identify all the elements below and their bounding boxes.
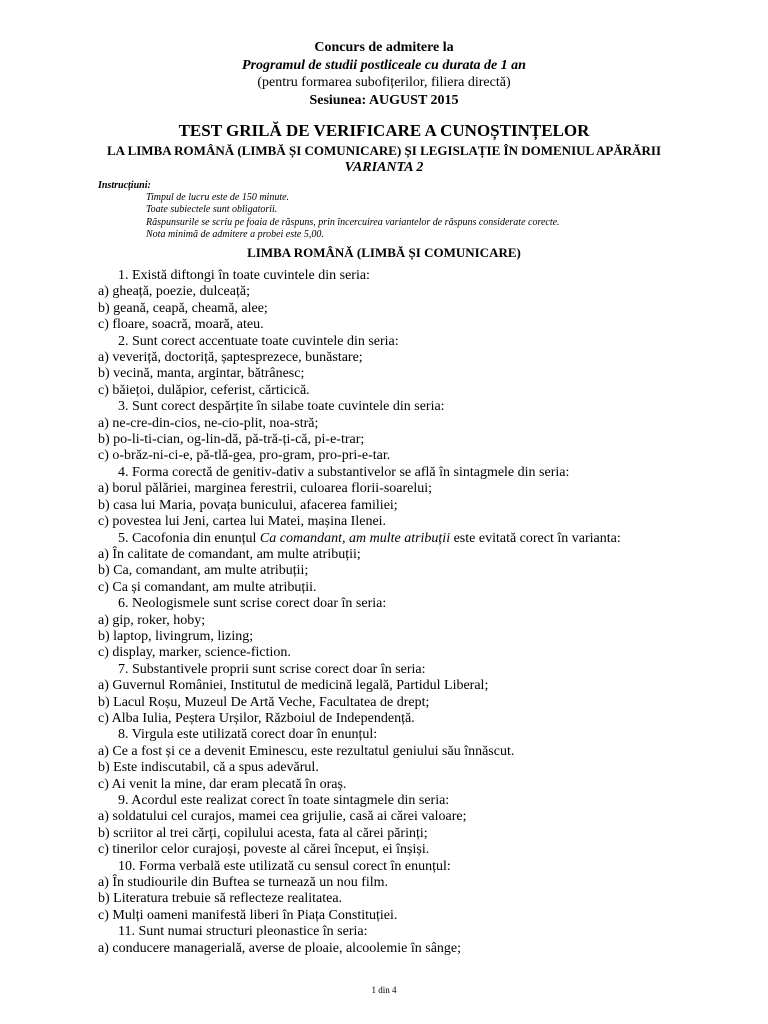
option: a) Guvernul României, Institutul de medicină legală, Partidul Liberal;	[98, 678, 489, 694]
question-1: 1. Există diftongi în toate cuvintele din seria:	[118, 268, 370, 283]
test-title: TEST GRILĂ DE VERIFICARE A CUNOȘTINȚELOR	[178, 121, 590, 140]
option: c) băiețoi, dulăpior, ceferist, cărticică.	[98, 382, 310, 398]
question-5-quote: Ca comandant, am multe atribuții	[259, 530, 451, 546]
header-line-4: Sesiunea: AUGUST 2015	[309, 92, 459, 108]
option: a) ne-cre-din-cios, ne-cio-plit, noa-stră;	[98, 415, 319, 431]
question-2: 2. Sunt corect accentuate toate cuvintele din seria:	[118, 333, 399, 349]
option: a) Ce a fost și ce a devenit Eminescu, este rezultatul geniului său înnăscut.	[98, 743, 515, 759]
question-8: 8. Virgula este utilizată corect doar în enunțul:	[118, 727, 378, 743]
test-subtitle: LA LIMBA ROMÂNĂ (LIMBĂ ȘI COMUNICARE) ȘI LEGISLAȚIE ÎN DOMENIUL APĂRĂRII	[106, 143, 662, 158]
option: a) gip, roker, hoby;	[98, 612, 206, 628]
option: a) soldatului cel curajos, mamei cea grijulie, casă ai cărei valoare;	[98, 809, 467, 825]
option: b) Ca, comandant, am multe atribuții;	[98, 563, 309, 579]
option: a) conducere managerială, averse de ploaie, alcoolemie în sânge;	[98, 940, 462, 956]
header-line-2: Programul de studii postliceale cu durata de 1 an	[242, 57, 526, 73]
question-5-lead: 5. Cacofonia din enunțul	[118, 530, 257, 546]
option: b) laptop, livingrum, lizing;	[98, 628, 254, 644]
option: a) veveriță, doctoriță, șaptesprezece, bunăstare;	[98, 350, 363, 366]
option: b) vecină, manta, argintar, bătrânesc;	[98, 366, 305, 382]
question-10: 10. Forma verbală este utilizată cu sensul corect în enunțul:	[118, 858, 451, 874]
option: c) Ca și comandant, am multe atribuții.	[98, 579, 317, 595]
question-5	[98, 531, 718, 547]
test-variant: VARIANTA 2	[344, 160, 424, 175]
option: b) geană, ceapă, cheamă, alee;	[98, 300, 268, 316]
question-11: 11. Sunt numai structuri pleonastice în seria:	[118, 924, 368, 940]
option: c) Alba Iulia, Peștera Urșilor, Războiul de Independență.	[98, 710, 415, 726]
option: b) po-li-ti-cian, og-lin-dă, pă-tră-ți-că, pi-e-trar;	[98, 432, 365, 448]
header-line-3: (pentru formarea subofițerilor, filiera directă)	[257, 75, 511, 90]
instructions-label: Instrucțiuni:	[98, 180, 151, 191]
question-3: 3. Sunt corect despărțite în silabe toate cuvintele din seria:	[118, 399, 445, 415]
option: a) gheață, poezie, dulceață;	[98, 284, 250, 300]
option: b) Lacul Roșu, Muzeul De Artă Veche, Facultatea de drept;	[98, 694, 430, 710]
option: a) În studiourile din Buftea se turnează un nou film.	[98, 875, 389, 891]
question-7: 7. Substantivele proprii sunt scrise corect doar în seria:	[118, 661, 426, 677]
option: c) povestea lui Jeni, cartea lui Matei, mașina Ilenei.	[98, 514, 387, 530]
question-6: 6. Neologismele sunt scrise corect doar în seria:	[118, 596, 387, 612]
option: b) casa lui Maria, povața bunicului, afacerea familiei;	[98, 497, 398, 513]
option: c) tinerilor celor curajoși, poveste al cărei început, ei înșiși.	[98, 842, 430, 858]
option: c) display, marker, science-fiction.	[98, 645, 291, 661]
instruction-item: Nota minimă de admitere a probei este 5,00.	[146, 228, 324, 240]
option: a) borul pălăriei, marginea ferestrii, culoarea florii-soarelui;	[98, 481, 433, 497]
option: c) Ai venit la mine, dar eram plecată în oraș.	[98, 776, 347, 792]
section-heading: LIMBA ROMÂNĂ (LIMBĂ ȘI COMUNICARE)	[247, 245, 521, 260]
header-line-1: Concurs de admitere la	[314, 40, 454, 55]
exam-header	[0, 39, 768, 109]
question-4: 4. Forma corectă de genitiv-dativ a substantivelor se află în sintagmele din seria:	[118, 464, 570, 480]
title-block	[0, 120, 768, 176]
option: a) În calitate de comandant, am multe atribuții;	[98, 546, 361, 562]
option: b) Literatura trebuie să reflecteze realitatea.	[98, 891, 343, 907]
option: b) scriitor al trei cărți, copilului acesta, fata al cărei părinți;	[98, 825, 428, 841]
question-5-tail: este evitată corect în varianta:	[453, 530, 621, 546]
questions-list	[98, 268, 718, 957]
option: b) Este indiscutabil, că a spus adevărul.	[98, 760, 319, 776]
option: c) o-brăz-ni-ci-e, pă-tlă-gea, pro-gram, pro-pri-e-tar.	[98, 448, 391, 464]
instruction-item: Răspunsurile se scriu pe foaia de răspuns, prin încercuirea variantelor de răspuns considerate corecte.	[146, 216, 560, 228]
page-number: 1 din 4	[371, 985, 397, 995]
instructions	[98, 180, 560, 241]
instruction-item: Timpul de lucru este de 150 minute.	[146, 192, 290, 204]
option: c) floare, soacră, moară, ateu.	[98, 317, 264, 333]
question-9: 9. Acordul este realizat corect în toate sintagmele din seria:	[118, 793, 450, 808]
option: c) Mulți oameni manifestă liberi în Piața Constituției.	[98, 907, 398, 923]
instruction-item: Toate subiectele sunt obligatorii.	[146, 204, 278, 216]
